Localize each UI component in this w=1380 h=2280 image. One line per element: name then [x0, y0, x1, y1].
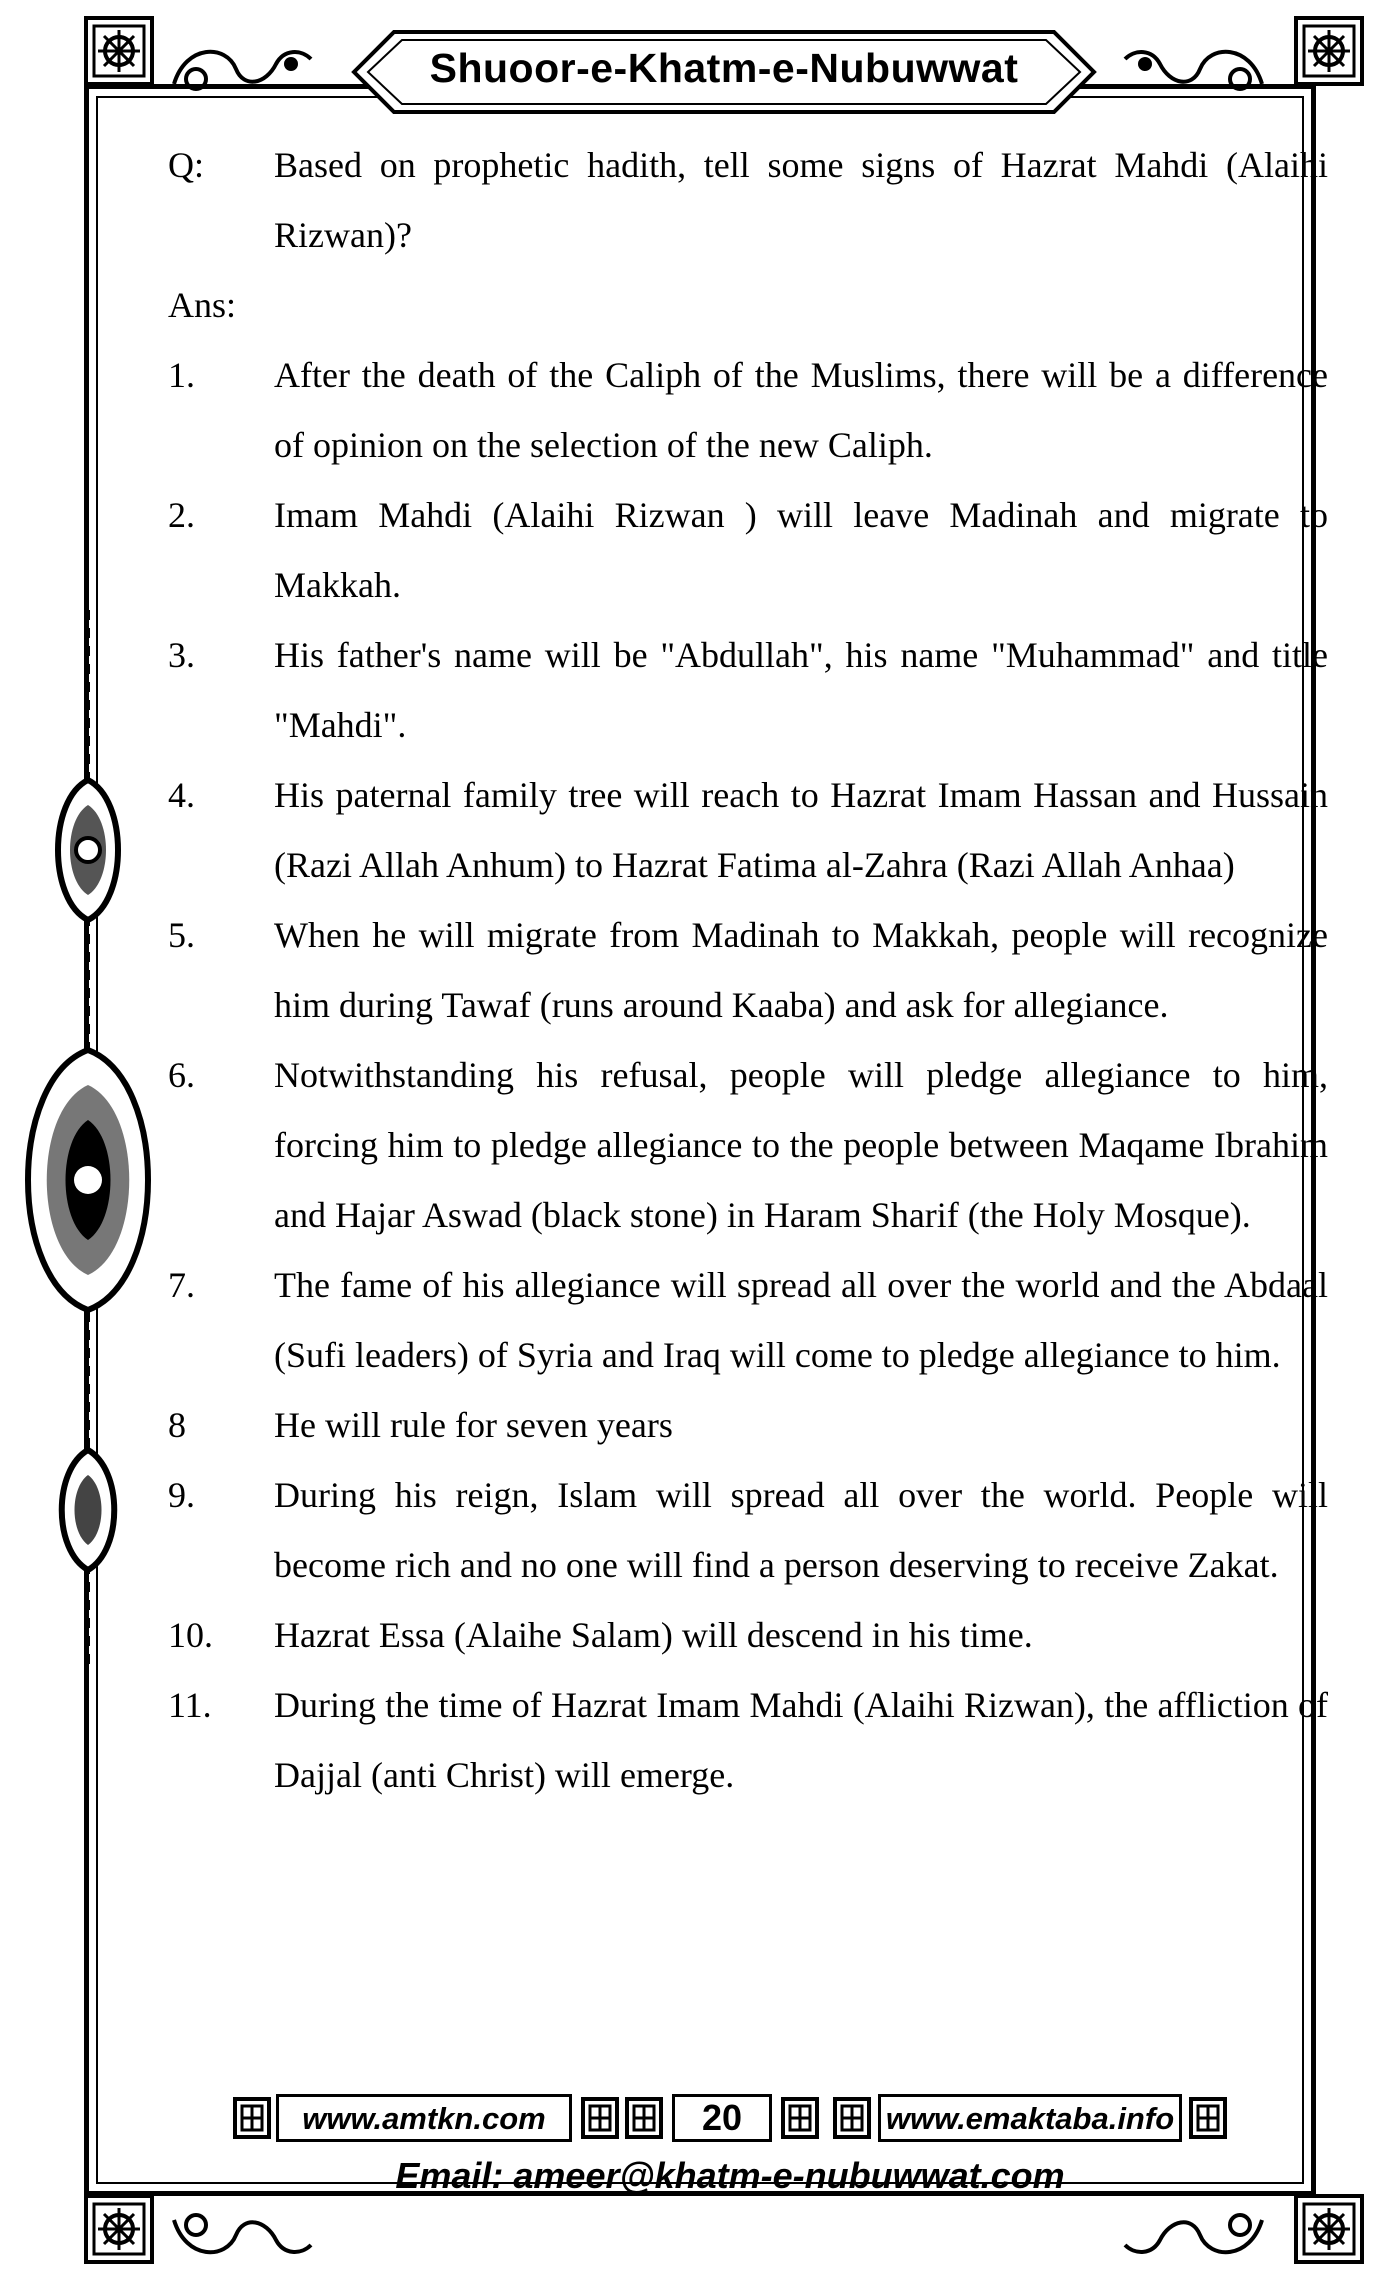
list-item — [168, 480, 1328, 620]
answer-label: Ans: — [168, 285, 237, 325]
item-number: 10. — [168, 1615, 213, 1655]
item-number: 4. — [168, 775, 195, 815]
list-item — [168, 900, 1328, 1040]
content-area — [168, 130, 1328, 1810]
corner-ornament-icon — [1294, 2194, 1364, 2264]
footer-tile-icon — [780, 2094, 820, 2142]
website-link[interactable]: www.emaktaba.info — [878, 2094, 1182, 2142]
item-text: When he will migrate from Madinah to Makkah, people will recognize him during Tawaf (runs around Kaaba) and ask for allegiance. — [274, 915, 1328, 1025]
page-number: 20 — [672, 2094, 772, 2142]
item-text: Hazrat Essa (Alaihe Salam) will descend in his time. — [274, 1615, 1033, 1655]
list-item — [168, 760, 1328, 900]
footer-tile-icon — [580, 2094, 620, 2142]
question-row — [168, 130, 1328, 270]
list-item — [168, 340, 1328, 480]
item-number: 11. — [168, 1685, 212, 1725]
list-item — [168, 620, 1328, 760]
item-text: His father's name will be "Abdullah", his name "Muhammad" and title "Mahdi". — [274, 635, 1328, 745]
item-number: 2. — [168, 495, 195, 535]
item-text: Imam Mahdi (Alaihi Rizwan ) will leave Madinah and migrate to Makkah. — [274, 495, 1328, 605]
item-text: His paternal family tree will reach to Hazrat Imam Hassan and Hussain (Razi Allah Anhum) to Hazrat Fatima al-Zahra (Razi Allah Anhaa) — [274, 775, 1328, 885]
footer-tile-icon — [232, 2094, 272, 2142]
page-title: Shuoor-e-Khatm-e-Nubuwwat — [429, 45, 1019, 91]
item-number: 8 — [168, 1405, 186, 1445]
item-number: 3. — [168, 635, 195, 675]
item-text: During his reign, Islam will spread all over the world. People will become rich and no one will find a person deserving to receive Zakat. — [274, 1475, 1328, 1585]
scroll-flourish-icon — [166, 2190, 316, 2280]
item-text: After the death of the Caliph of the Muslims, there will be a difference of opinion on the selection of the new Caliph. — [274, 355, 1328, 465]
item-number: 1. — [168, 355, 195, 395]
list-item — [168, 1600, 1328, 1670]
decorative-ornament-icon — [0, 610, 170, 1670]
website-link[interactable]: www.amtkn.com — [276, 2094, 572, 2142]
scroll-flourish-icon — [166, 24, 316, 114]
list-item — [168, 1040, 1328, 1250]
list-item — [168, 1390, 1328, 1460]
question-label: Q: — [168, 145, 204, 185]
list-item — [168, 1460, 1328, 1600]
contact-email[interactable]: Email: ameer@khatm-e-nubuwwat.com — [395, 2155, 1065, 2196]
item-number: 9. — [168, 1475, 195, 1515]
footer-tile-icon — [832, 2094, 872, 2142]
item-number: 7. — [168, 1265, 195, 1305]
item-text: Notwithstanding his refusal, people will pledge allegiance to him, forcing him to pledge allegiance to the people between Maqame Ibrahim and Hajar Aswad (black stone) in Haram Sharif (the Holy Mosque). — [274, 1055, 1328, 1235]
corner-ornament-icon — [1294, 16, 1364, 86]
list-item — [168, 1670, 1328, 1810]
corner-ornament-icon — [84, 16, 154, 86]
item-number: 6. — [168, 1055, 195, 1095]
list-item — [168, 1250, 1328, 1390]
item-number: 5. — [168, 915, 195, 955]
corner-ornament-icon — [84, 2194, 154, 2264]
question-text: Based on prophetic hadith, tell some signs of Hazrat Mahdi (Alaihi Rizwan)? — [274, 145, 1328, 255]
item-text: He will rule for seven years — [274, 1405, 673, 1445]
scroll-flourish-icon — [1120, 2190, 1270, 2280]
item-text: During the time of Hazrat Imam Mahdi (Alaihi Rizwan), the affliction of Dajjal (anti Christ) will emerge. — [274, 1685, 1328, 1795]
footer-tile-icon — [1188, 2094, 1228, 2142]
footer-tile-icon — [624, 2094, 664, 2142]
scroll-flourish-icon — [1120, 24, 1270, 114]
item-text: The fame of his allegiance will spread all over the world and the Abdaal (Sufi leaders) of Syria and Iraq will come to pledge allegiance to him. — [274, 1265, 1328, 1375]
